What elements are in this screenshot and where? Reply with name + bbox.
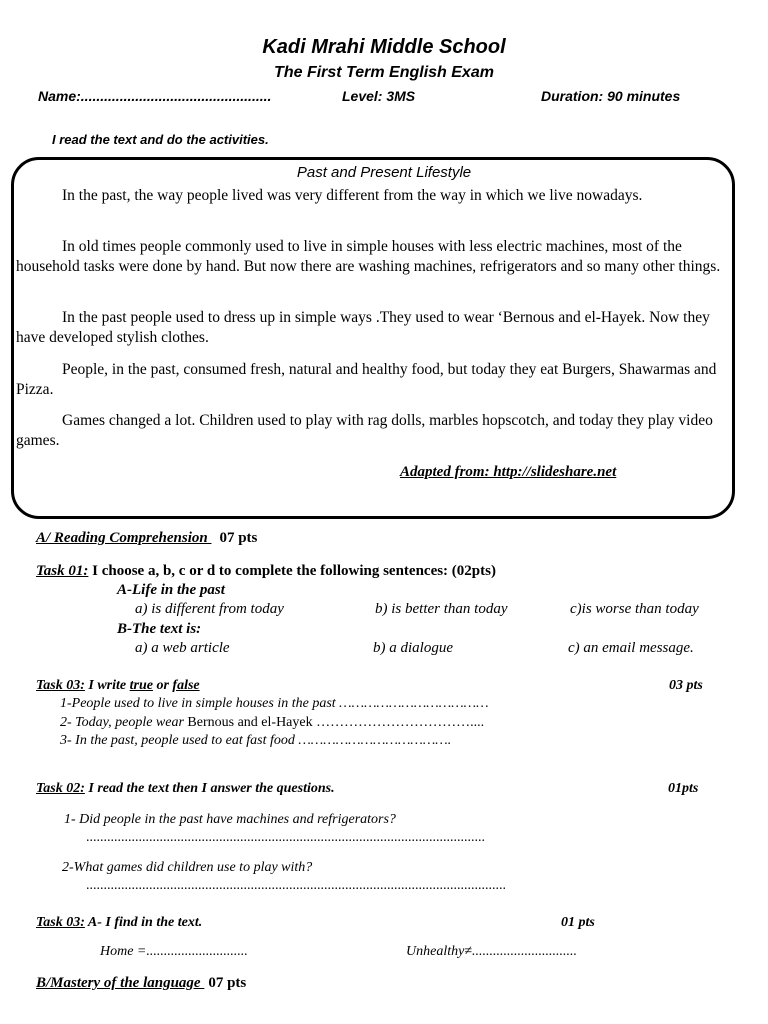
section-b-heading — [36, 975, 246, 992]
paragraph-1: In the past, the way people lived was very different from the way in which we live nowadays. — [62, 187, 643, 204]
task3b-points: 01 pts — [561, 915, 595, 930]
duration-label: Duration: 90 minutes — [541, 88, 681, 104]
task1-q2-stem: B-The text is: — [117, 621, 202, 637]
task1-q2-option-b: b) a dialogue — [373, 640, 453, 656]
task3b-heading — [36, 915, 202, 931]
task1-q1-option-c: c)is worse than today — [570, 601, 699, 617]
section-b-title: B/Mastery of the language — [36, 975, 205, 991]
task1-q2-option-a: a) a web article — [135, 640, 230, 656]
task2-question-2: 2-What games did children use to play with? — [62, 860, 313, 875]
name-field: Name:................................................. — [38, 88, 272, 104]
false-word: false — [172, 678, 200, 693]
tf-item-2 — [60, 715, 484, 731]
section-a-heading — [36, 530, 257, 547]
task2-question-1: 1- Did people in the past have machines and refrigerators? — [64, 812, 396, 827]
paragraph-4: People, in the past, consumed fresh, natural and healthy food, but today they eat Burgers, Shawarmas and Pizza. — [16, 361, 717, 398]
paragraph-2: In old times people commonly used to live in simple houses with less electric machines, most of the household tasks were done by hand. But now there are washing machines, refrigerators and so many other things. — [16, 238, 721, 275]
task2-answer-line-2: ........................................................................................................................ — [86, 878, 506, 893]
task2-label: Task 02: — [36, 781, 85, 796]
paragraph-3: In the past people used to dress up in simple ways .They used to wear ‘Bernous and el-Hayek. Now they have developed stylish clothes. — [16, 309, 710, 346]
task3a-points: 03 pts — [669, 678, 703, 693]
tf-item-3: 3- In the past, people used to eat fast food ………………………………. — [60, 733, 452, 748]
task3a-heading — [36, 678, 200, 694]
task1-q1-stem: A-Life in the past — [117, 582, 225, 598]
source-citation: Adapted from: http://slideshare.net — [400, 464, 617, 480]
task2-answer-line-1: .................................................................................................................. — [86, 830, 485, 845]
task1-q1-option-a: a) is different from today — [135, 601, 284, 617]
task3a-label: Task 03: — [36, 678, 85, 693]
task1-q2-option-c: c) an email message. — [568, 640, 694, 656]
instruction: I read the text and do the activities. — [52, 132, 269, 147]
task2-instruction: I read the text then I answer the questions. — [84, 781, 335, 796]
task3a-pre: I write — [84, 678, 130, 693]
unhealthy-antonym-blank: Unhealthy≠.............................. — [406, 944, 578, 959]
tf-item-2-rest: Bernous and el-Hayek …………………………….... — [187, 715, 485, 730]
exam-title: The First Term English Exam — [274, 64, 494, 81]
home-synonym-blank: Home =............................. — [100, 944, 248, 959]
task1-label: Task 01: — [36, 563, 89, 579]
section-a-points: 07 pts — [219, 530, 258, 546]
school-name: Kadi Mrahi Middle School — [262, 36, 506, 58]
task1-instruction: I choose a, b, c or d to complete the following sentences: (02pts) — [88, 563, 496, 579]
section-a-title: A/ Reading Comprehension — [36, 530, 212, 546]
task3a-mid: or — [152, 678, 173, 693]
section-b-points: 07 pts — [208, 975, 247, 991]
true-word: true — [129, 678, 153, 693]
task2-points: 01pts — [668, 781, 699, 796]
paragraph-5: Games changed a lot. Children used to play with rag dolls, marbles hopscotch, and today they play video games. — [16, 412, 713, 449]
task3b-instruction: A- I find in the text. — [84, 915, 203, 930]
text-title: Past and Present Lifestyle — [296, 164, 472, 181]
tf-item-2-start: 2- Today, people wear — [60, 715, 188, 730]
level-label: Level: 3MS — [342, 88, 416, 104]
task3b-label: Task 03: — [36, 915, 85, 930]
task2-heading — [36, 781, 335, 797]
tf-item-1: 1-People used to live in simple houses in the past ……………………………… — [60, 696, 489, 711]
task1-q1-option-b: b) is better than today — [375, 601, 508, 617]
task1-heading — [36, 563, 496, 580]
